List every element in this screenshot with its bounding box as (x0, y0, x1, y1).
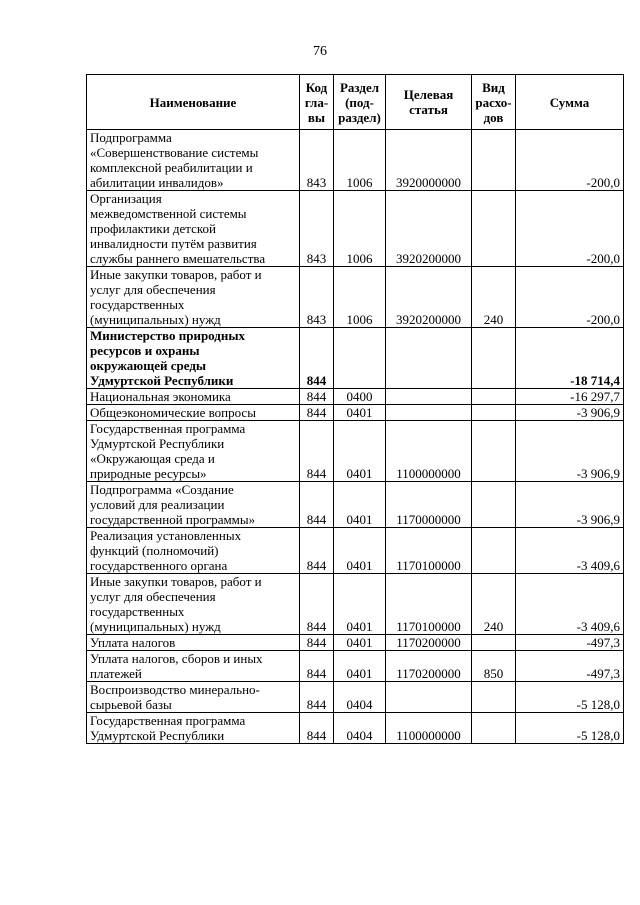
row-section: 0401 (334, 651, 386, 682)
row-type (472, 682, 516, 713)
row-section: 0401 (334, 421, 386, 482)
row-sum: -18 714,4 (516, 328, 624, 389)
row-name-line: Уплата налогов (90, 635, 176, 650)
row-section: 0404 (334, 713, 386, 744)
row-target: 3920000000 (386, 130, 472, 191)
row-type (472, 421, 516, 482)
row-type (472, 713, 516, 744)
row-sum: -200,0 (516, 191, 624, 267)
table-row (87, 528, 624, 574)
header-code: Код гла- вы (300, 75, 334, 130)
row-name-line: комплексной реабилитации и (90, 160, 253, 175)
row-code: 843 (300, 267, 334, 328)
row-name (87, 482, 300, 528)
row-name (87, 267, 300, 328)
row-code: 844 (300, 651, 334, 682)
row-name-line: Удмуртской Республики (90, 373, 234, 388)
row-name-line: платежей (90, 666, 142, 681)
row-name-line: ресурсов и охраны (90, 343, 200, 358)
row-name-line: Уплата налогов, сборов и иных (90, 651, 263, 666)
row-code: 843 (300, 130, 334, 191)
row-name-line: Организация (90, 191, 162, 206)
row-code: 844 (300, 482, 334, 528)
row-section: 1006 (334, 130, 386, 191)
row-name (87, 191, 300, 267)
row-code: 844 (300, 713, 334, 744)
table-row (87, 635, 624, 651)
table-row (87, 713, 624, 744)
row-target: 3920200000 (386, 191, 472, 267)
row-sum: -3 906,9 (516, 405, 624, 421)
row-section: 0401 (334, 528, 386, 574)
row-section: 0400 (334, 389, 386, 405)
row-sum: -3 409,6 (516, 574, 624, 635)
row-code: 844 (300, 574, 334, 635)
row-code: 844 (300, 528, 334, 574)
row-name-line: государственных (90, 297, 185, 312)
row-type (472, 635, 516, 651)
row-target: 3920200000 (386, 267, 472, 328)
row-name-line: Министерство природных (90, 328, 246, 343)
row-target: 1100000000 (386, 421, 472, 482)
row-name-line: функций (полномочий) (90, 543, 219, 558)
row-name (87, 389, 300, 405)
row-section (334, 328, 386, 389)
row-target: 1170200000 (386, 635, 472, 651)
row-type: 850 (472, 651, 516, 682)
row-name-line: «Окружающая среда и (90, 451, 215, 466)
row-name (87, 130, 300, 191)
row-name-line: профилактики детской (90, 221, 217, 236)
row-target (386, 682, 472, 713)
row-type: 240 (472, 267, 516, 328)
table-row (87, 389, 624, 405)
row-target: 1170100000 (386, 528, 472, 574)
row-section: 0401 (334, 635, 386, 651)
row-name-line: услуг для обеспечения (90, 589, 216, 604)
table-row (87, 482, 624, 528)
row-name-line: (муниципальных) нужд (90, 312, 221, 327)
row-code: 844 (300, 405, 334, 421)
row-name-line: абилитации инвалидов» (90, 175, 224, 190)
row-target (386, 405, 472, 421)
row-type (472, 482, 516, 528)
row-type (472, 389, 516, 405)
table-row (87, 421, 624, 482)
row-name-line: Государственная программа (90, 421, 246, 436)
row-code: 843 (300, 191, 334, 267)
row-type (472, 405, 516, 421)
row-target: 1170200000 (386, 651, 472, 682)
row-name-line: условий для реализации (90, 497, 225, 512)
row-name-line: сырьевой базы (90, 697, 172, 712)
header-section: Раздел (под- раздел) (334, 75, 386, 130)
row-sum: -3 906,9 (516, 421, 624, 482)
table-row (87, 682, 624, 713)
row-name (87, 574, 300, 635)
header-target: Целевая статья (386, 75, 472, 130)
row-name-line: природные ресурсы» (90, 466, 207, 481)
table-row (87, 405, 624, 421)
row-sum: -5 128,0 (516, 713, 624, 744)
row-target: 1170000000 (386, 482, 472, 528)
row-name-line: Подпрограмма «Создание (90, 482, 234, 497)
row-name (87, 713, 300, 744)
row-sum: -200,0 (516, 130, 624, 191)
row-name-line: Реализация установленных (90, 528, 242, 543)
row-type (472, 191, 516, 267)
row-name (87, 651, 300, 682)
row-type (472, 528, 516, 574)
row-name-line: Общеэкономические вопросы (90, 405, 256, 420)
row-name-line: государственного органа (90, 558, 228, 573)
table-row (87, 574, 624, 635)
row-name-line: инвалидности путём развития (90, 236, 257, 251)
row-name-line: службы раннего вмешательства (90, 251, 266, 266)
row-name-line: Подпрограмма (90, 130, 172, 145)
row-name-line: Удмуртской Республики (90, 436, 225, 451)
row-section: 0401 (334, 405, 386, 421)
table-row (87, 267, 624, 328)
row-type (472, 328, 516, 389)
row-name-line: межведомственной системы (90, 206, 247, 221)
row-target (386, 389, 472, 405)
row-type: 240 (472, 574, 516, 635)
row-name-line: Удмуртской Республики (90, 728, 225, 743)
row-sum: -200,0 (516, 267, 624, 328)
header-name: Наименование (87, 75, 300, 130)
budget-table (86, 74, 624, 744)
row-name (87, 405, 300, 421)
row-code: 844 (300, 682, 334, 713)
row-type (472, 130, 516, 191)
row-section: 1006 (334, 191, 386, 267)
row-name-line: государственных (90, 604, 185, 619)
row-name (87, 528, 300, 574)
row-name (87, 328, 300, 389)
row-code: 844 (300, 421, 334, 482)
row-target (386, 328, 472, 389)
table-row (87, 191, 624, 267)
header-type: Вид расхо- дов (472, 75, 516, 130)
row-sum: -497,3 (516, 651, 624, 682)
row-sum: -5 128,0 (516, 682, 624, 713)
table-row (87, 130, 624, 191)
row-target: 1100000000 (386, 713, 472, 744)
row-sum: -497,3 (516, 635, 624, 651)
row-section: 0404 (334, 682, 386, 713)
row-code: 844 (300, 328, 334, 389)
row-name-line: (муниципальных) нужд (90, 619, 221, 634)
table-row (87, 651, 624, 682)
row-sum: -16 297,7 (516, 389, 624, 405)
header-sum: Сумма (516, 75, 624, 130)
row-name-line: Национальная экономика (90, 389, 231, 404)
row-name-line: Иные закупки товаров, работ и (90, 267, 262, 282)
row-name (87, 421, 300, 482)
row-code: 844 (300, 635, 334, 651)
row-name (87, 635, 300, 651)
row-name (87, 682, 300, 713)
row-sum: -3 409,6 (516, 528, 624, 574)
row-name-line: окружающей среды (90, 358, 207, 373)
row-section: 0401 (334, 574, 386, 635)
row-name-line: «Совершенствование системы (90, 145, 259, 160)
row-name-line: государственной программы» (90, 512, 256, 527)
row-name-line: Иные закупки товаров, работ и (90, 574, 262, 589)
header-row (87, 75, 624, 130)
row-name-line: Государственная программа (90, 713, 246, 728)
row-target: 1170100000 (386, 574, 472, 635)
table-row (87, 328, 624, 389)
row-name-line: Воспроизводство минерально- (90, 682, 260, 697)
row-section: 1006 (334, 267, 386, 328)
page-number: 76 (313, 44, 327, 59)
row-code: 844 (300, 389, 334, 405)
row-section: 0401 (334, 482, 386, 528)
row-name-line: услуг для обеспечения (90, 282, 216, 297)
row-sum: -3 906,9 (516, 482, 624, 528)
